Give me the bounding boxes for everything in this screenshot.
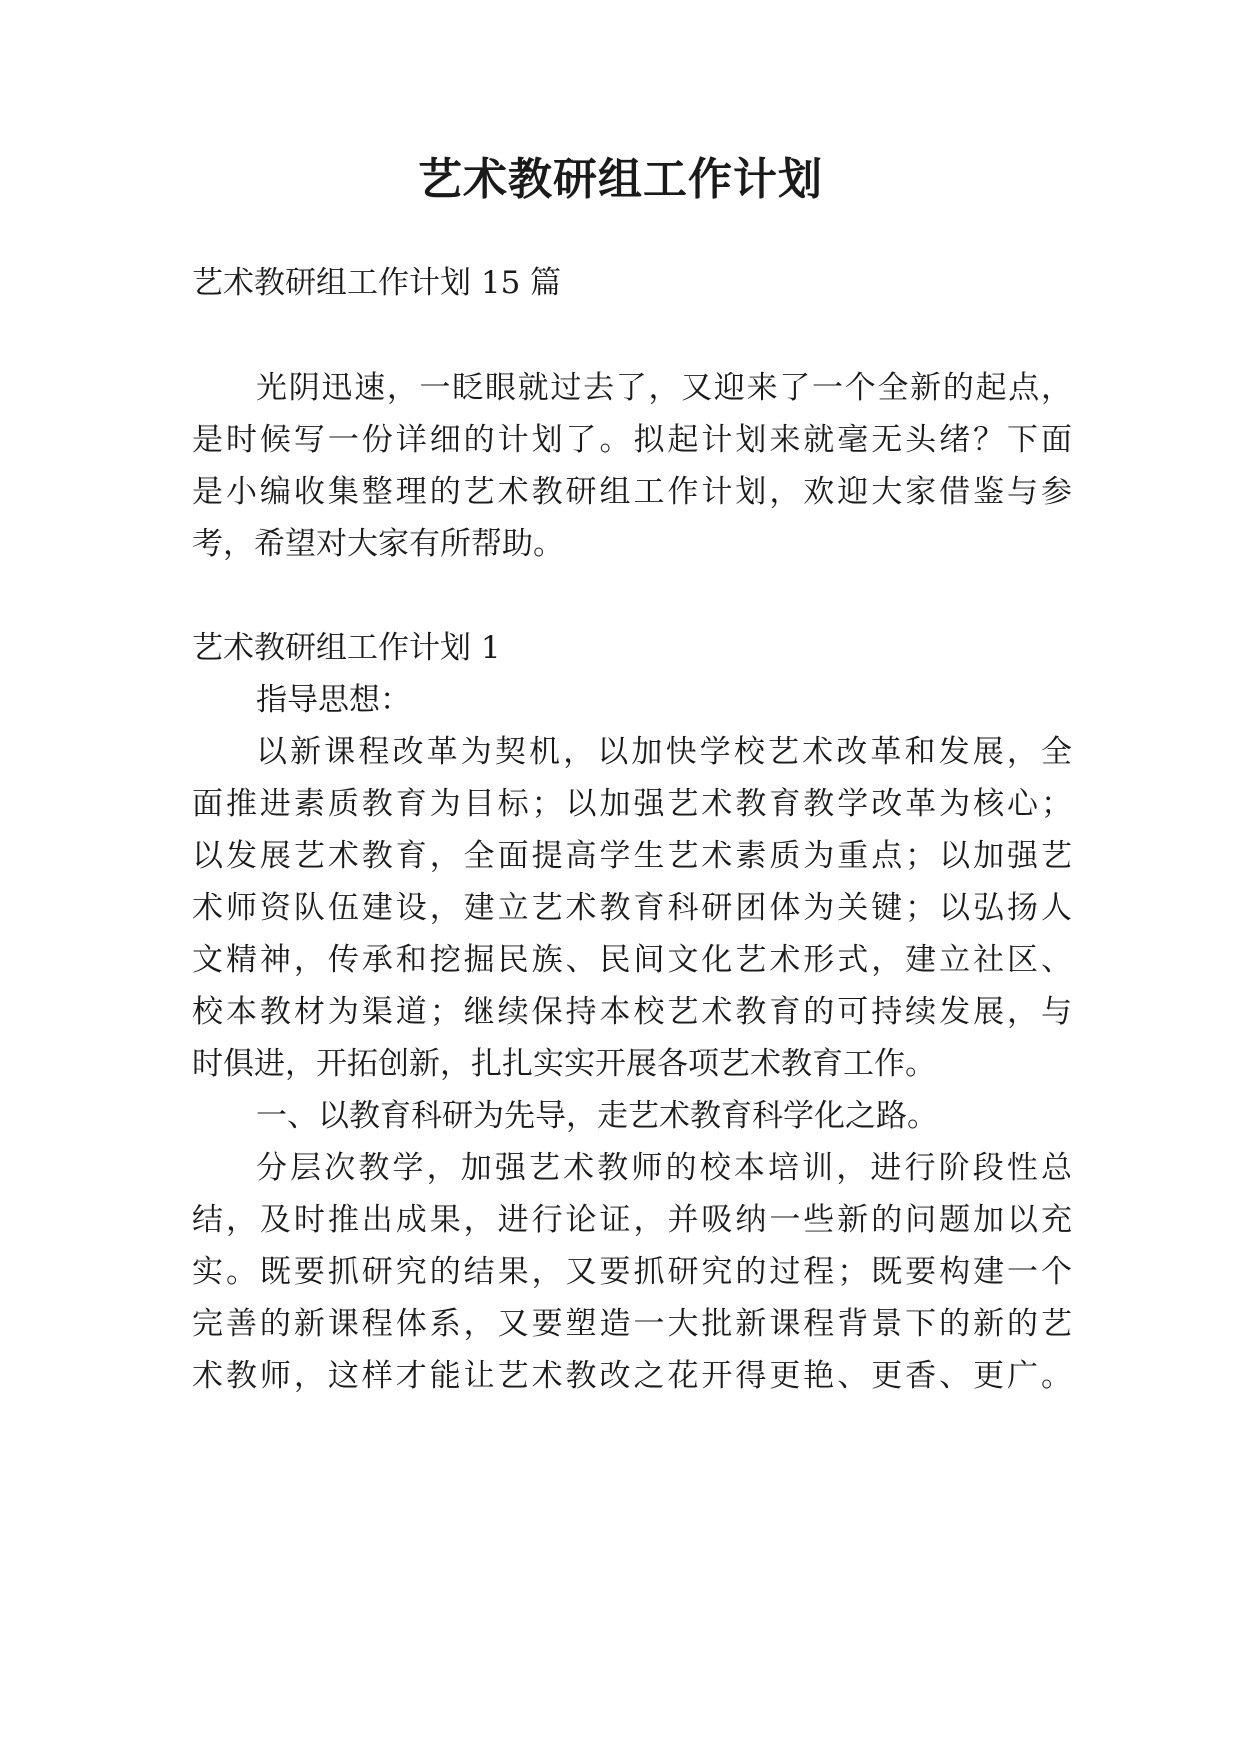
document-title: 艺术教研组工作计划 [418,154,823,205]
point-one-line: 分层次教学，加强艺术教师的校本培训，进行阶段性总 [256,1150,1072,1186]
guiding-line: 时俱进，开拓创新，扎扎实实开展各项艺术教育工作。 [192,1046,936,1082]
guiding-line: 以发展艺术教育，全面提高学生艺术素质为重点；以加强艺 [192,838,1072,874]
point-one-line: 完善的新课程体系，又要塑造一大批新课程背景下的新的艺 [192,1306,1072,1342]
intro-line: 光阴迅速，一眨眼就过去了，又迎来了一个全新的起点， [256,370,1072,406]
guiding-line: 面推进素质教育为目标；以加强艺术教育教学改革为核心； [192,786,1072,822]
intro-line: 是小编收集整理的艺术教研组工作计划，欢迎大家借鉴与参 [192,474,1072,510]
document-subtitle: 艺术教研组工作计划 15 篇 [192,265,562,301]
point-one-line: 术教师，这样才能让艺术教改之花开得更艳、更香、更广。 [192,1358,1072,1394]
guiding-line: 术师资队伍建设，建立艺术教育科研团体为关键；以弘扬人 [192,890,1072,926]
intro-line: 考，希望对大家有所帮助。 [192,526,564,562]
guiding-line: 文精神，传承和挖掘民族、民间文化艺术形式，建立社区、 [192,942,1072,978]
guiding-line: 以新课程改革为契机，以加快学校艺术改革和发展，全 [256,734,1072,770]
intro-line: 是时候写一份详细的计划了。拟起计划来就毫无头绪？下面 [192,422,1072,458]
point-one-line: 实。既要抓研究的结果，又要抓研究的过程；既要构建一个 [192,1254,1072,1290]
point-one-line: 结，及时推出成果，进行论证，并吸纳一些新的问题加以充 [192,1202,1072,1238]
section-heading: 艺术教研组工作计划 1 [192,630,501,666]
guiding-line: 校本教材为渠道；继续保持本校艺术教育的可持续发展，与 [192,994,1072,1030]
point-one-heading: 一、以教育科研为先导，走艺术教育科学化之路。 [256,1098,938,1134]
guiding-label: 指导思想： [256,682,411,718]
